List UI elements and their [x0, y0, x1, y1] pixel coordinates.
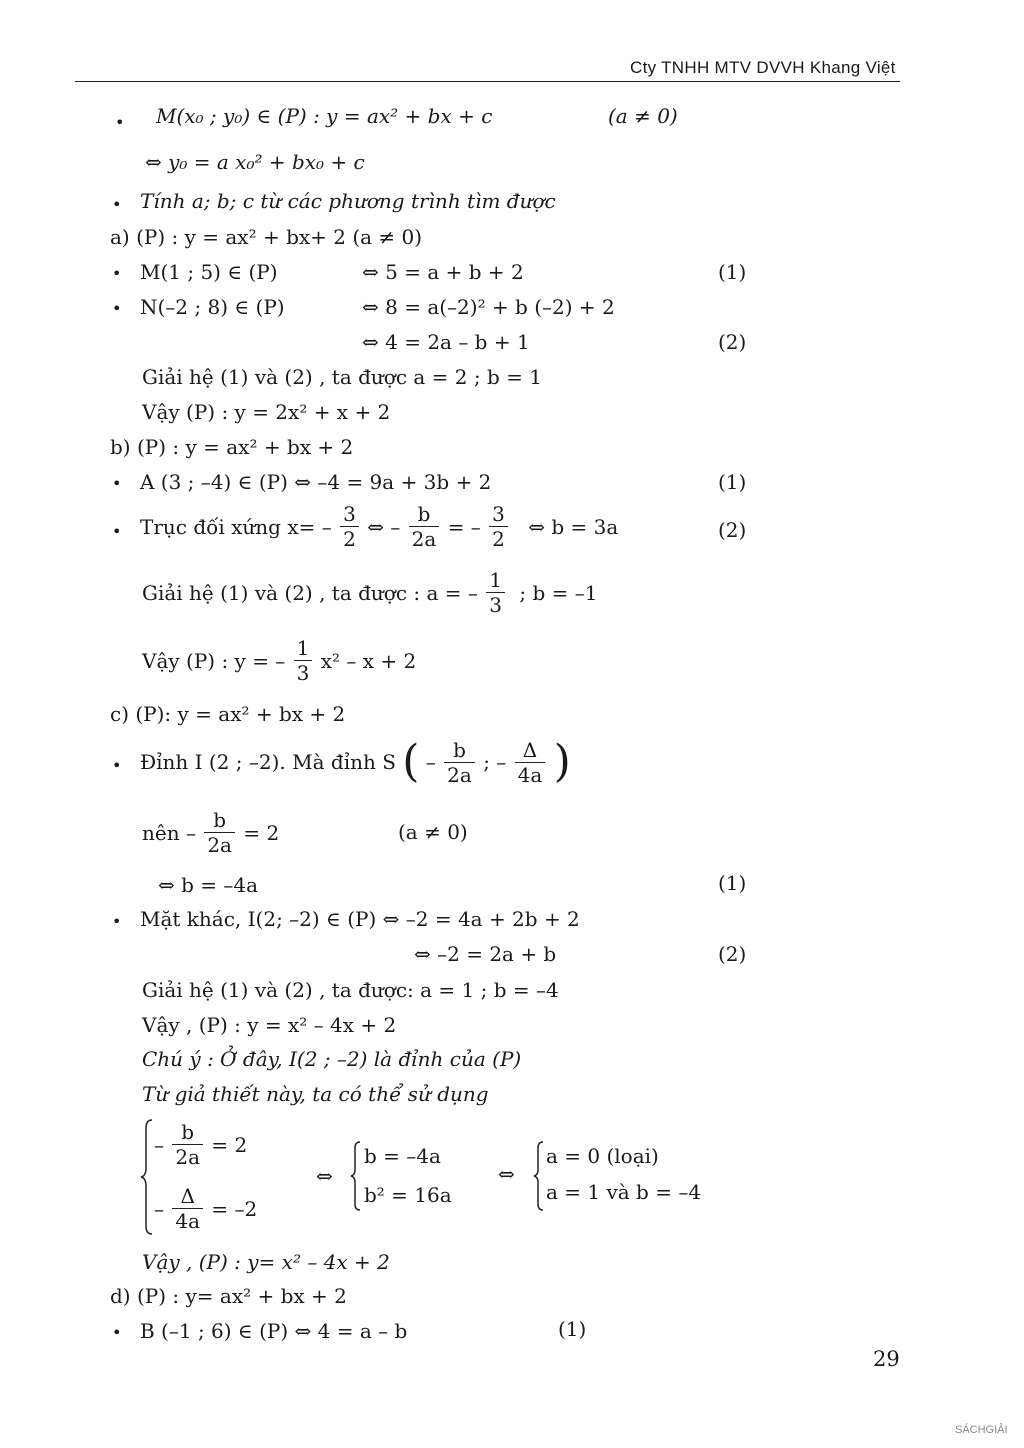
left-brace-icon [140, 1118, 154, 1236]
equivalence-symbol: ⇔ [498, 1162, 515, 1186]
condition-note: (a ≠ 0) [398, 820, 468, 844]
note-line: Chú ý : Ở đây, I(2 ; –2) là đỉnh của (P) [142, 1047, 522, 1071]
point-condition: M(x₀ ; y₀) ∈ (P) : y = ax² + bx + c [156, 104, 493, 128]
system-row: a = 1 và b = –4 [546, 1180, 702, 1204]
bullet: • [112, 912, 122, 931]
note-line: Từ giả thiết này, ta có thể sử dụng [142, 1082, 489, 1106]
bullet: • [112, 264, 122, 283]
equation-number: (1) [718, 871, 747, 895]
equation-line: ⇔ –2 = 2a + b [414, 942, 557, 966]
symmetry-axis-line: Trục đối xứng x= – $\frac{3}{2}$ ⇔ – $\frac{b}{2a}$ = – $\frac{3}{2}$ ⇔ b = 3a [140, 502, 619, 551]
bullet: • [115, 113, 125, 132]
system-row: – $\frac{\Delta}{4a}$ = –2 [154, 1184, 258, 1233]
system-row: b² = 16a [364, 1183, 452, 1207]
solution-line: Giải hệ (1) và (2) , ta được a = 2 ; b = 1 [142, 365, 542, 389]
equation-line: M(1 ; 5) ∈ (P) [140, 260, 278, 284]
vertex-condition: nên – $\frac{b}{2a}$ = 2 [142, 808, 280, 857]
equation-number: (1) [718, 260, 747, 284]
bullet: • [112, 474, 122, 493]
equation-line: ⇔ 8 = a(–2)² + b (–2) + 2 [362, 295, 615, 319]
equation-line: ⇔ 5 = a + b + 2 [362, 260, 524, 284]
part-a-heading: a) (P) : y = ax² + bx+ 2 (a ≠ 0) [110, 225, 423, 249]
condition-note: (a ≠ 0) [608, 104, 678, 128]
equation-number: (2) [718, 518, 747, 542]
publisher-header: Cty TNHH MTV DVVH Khang Việt [630, 58, 896, 77]
bullet: • [112, 195, 122, 214]
equation-number: (2) [718, 330, 747, 354]
solution-line: Giải hệ (1) và (2) , ta được : a = – $\frac{1}{3}$ ; b = –1 [142, 568, 598, 617]
equation-line: B (–1 ; 6) ∈ (P) ⇔ 4 = a – b [140, 1319, 408, 1343]
bullet: • [112, 756, 122, 775]
system-row: a = 0 (loại) [546, 1144, 659, 1168]
equation-line: ⇔ b = –4a [158, 873, 259, 897]
watermark-logo: SÁCHGIẢI [955, 1424, 1008, 1436]
equation-line: Mặt khác, I(2; –2) ∈ (P) ⇔ –2 = 4a + 2b + 2 [140, 907, 580, 931]
equation-line: N(–2 ; 8) ∈ (P) [140, 295, 285, 319]
result-line: Vậy , (P) : y= x² – 4x + 2 [142, 1250, 390, 1274]
left-brace-icon [350, 1140, 362, 1212]
bullet: • [112, 522, 122, 541]
result-line: Vậy (P) : y = 2x² + x + 2 [142, 400, 391, 424]
result-line: Vậy (P) : y = – $\frac{1}{3}$ x² – x + 2 [142, 636, 417, 685]
vertex-line: Đỉnh I (2 ; –2). Mà đỉnh S ( – $\frac{b}{2a}$ ; – $\frac{\Delta}{4a}$ ) [140, 736, 571, 787]
instruction-line: Tính a; b; c từ các phương trình tìm được [140, 189, 556, 213]
part-c-heading: c) (P): y = ax² + bx + 2 [110, 702, 346, 726]
system-row: b = –4a [364, 1144, 441, 1168]
system-row: – $\frac{b}{2a}$ = 2 [154, 1120, 248, 1169]
equation-number: (1) [558, 1317, 587, 1341]
left-brace-icon [533, 1140, 545, 1212]
page-number: 29 [873, 1347, 900, 1371]
equation-line: ⇔ 4 = 2a – b + 1 [362, 330, 530, 354]
equation-number: (2) [718, 942, 747, 966]
equivalence-symbol: ⇔ [316, 1164, 333, 1188]
bullet: • [112, 299, 122, 318]
header-rule [75, 81, 900, 82]
part-b-heading: b) (P) : y = ax² + bx + 2 [110, 435, 354, 459]
equation-line: A (3 ; –4) ∈ (P) ⇔ –4 = 9a + 3b + 2 [140, 470, 492, 494]
part-d-heading: d) (P) : y= ax² + bx + 2 [110, 1284, 347, 1308]
equation-number: (1) [718, 470, 747, 494]
bullet: • [112, 1323, 122, 1342]
equation-line: ⇔ y₀ = a x₀² + bx₀ + c [145, 150, 365, 174]
solution-line: Giải hệ (1) và (2) , ta được: a = 1 ; b = –4 [142, 978, 559, 1002]
result-line: Vậy , (P) : y = x² – 4x + 2 [142, 1013, 397, 1037]
